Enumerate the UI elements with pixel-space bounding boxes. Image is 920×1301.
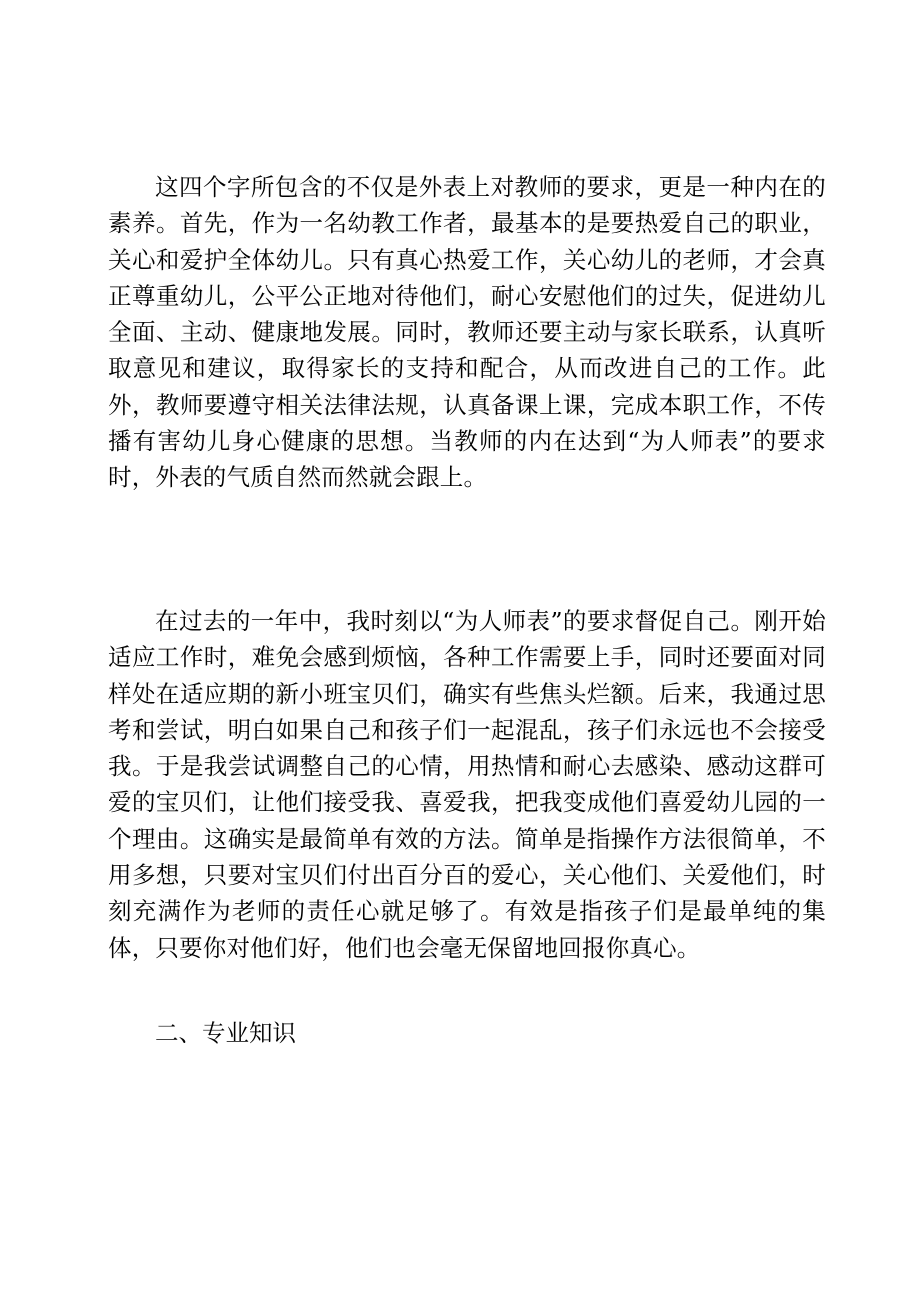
paragraph-2: 在过去的一年中，我时刻以“为人师表”的要求督促自己。刚开始适应工作时，难免会感到烦恼，各种工作需要上手，同时还要面对同样处在适应期的新小班宝贝们，确实有些焦头烂额。后来，我通过思考和尝试，明白如果自己和孩子们一起混乱，孩子们永远也不会接受我。于是我尝试调整自己的心情，用热情和耐心去感染、感动这群可爱的宝贝们，让他们接受我、喜爱我，把我变成他们喜爱幼儿园的一个理由。这确实是最简单有效的方法。简单是指操作方法很简单，不用多想，只要对宝贝们付出百分百的爱心，关心他们、关爱他们，时刻充满作为老师的责任心就足够了。有效是指孩子们是最单纯的集体，只要你对他们好，他们也会毫无保留地回报你真心。	[108, 607, 826, 962]
paragraph-1: 这四个字所包含的不仅是外表上对教师的要求，更是一种内在的素养。首先，作为一名幼教工作者，最基本的是要热爱自己的职业，关心和爱护全体幼儿。只有真心热爱工作，关心幼儿的老师，才会真正尊重幼儿，公平公正地对待他们，耐心安慰他们的过失，促进幼儿全面、主动、健康地发展。同时，教师还要主动与家长联系，认真听取意见和建议，取得家长的支持和配合，从而改进自己的工作。此外，教师要遵守相关法律法规，认真备课上课，完成本职工作，不传播有害幼儿身心健康的思想。当教师的内在达到“为人师表”的要求时，外表的气质自然而然就会跟上。	[108, 173, 826, 492]
section-heading: 二、专业知识	[155, 1019, 296, 1047]
